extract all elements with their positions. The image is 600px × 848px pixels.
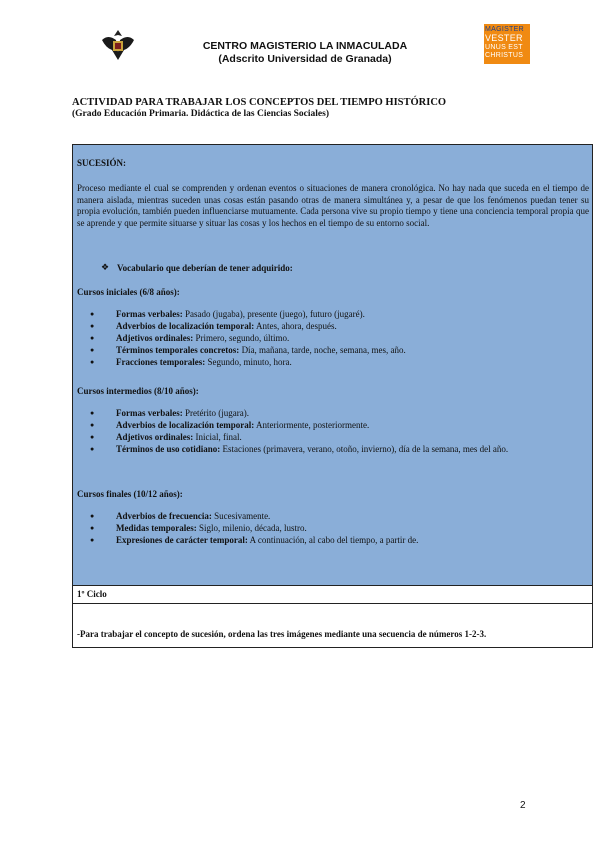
item-text: A continuación, al cabo del tiempo, a partir de. <box>247 535 419 545</box>
item-term: Adjetivos ordinales: <box>116 432 194 442</box>
item-term: Fracciones temporales: <box>116 357 206 367</box>
logo-line: MAGISTER <box>485 26 524 33</box>
item-term: Términos temporales concretos: <box>116 345 240 355</box>
list-item <box>90 523 586 535</box>
item-term: Adjetivos ordinales: <box>116 333 194 343</box>
item-text: Primero, segundo, último. <box>193 333 290 343</box>
item-term: Adverbios de localización temporal: <box>116 321 255 331</box>
bullet-icon: ● <box>90 536 95 544</box>
item-text: Día, mañana, tarde, noche, semana, mes, año. <box>239 345 406 355</box>
item-text: Estaciones (primavera, verano, otoño, invierno), día de la semana, mes del año. <box>220 444 509 454</box>
vocab-heading: Vocabulario que deberían de tener adquirido: <box>117 263 293 273</box>
bullet-icon: ● <box>90 445 95 453</box>
university-crest-logo <box>96 26 140 64</box>
definition-paragraph: Proceso mediante el cual se comprenden y ordenan eventos o situaciones de manera cronológica. No hay nada que suceda en el tiempo de manera aislada, mientras suceden unas cosas están pasando otras de manera simultánea y, a pesar de que los fenómenos puedan tener su propia evolución, también pueden influenciarse mutuamente. Cada persona vive su propio tiempo y tiene una conciencia temporal propia que se aprende y que permite situarse y situar las cosas y los hechos en el tiempo de su entorno social. <box>77 183 589 228</box>
list-item <box>90 309 586 321</box>
task-instruction: -Para trabajar el concepto de sucesión, ordena las tres imágenes mediante una secuencia de números 1-2-3. <box>77 629 487 639</box>
list-item <box>90 408 586 420</box>
section-heading: SUCESIÓN: <box>77 158 127 168</box>
document-subtitle: (Grado Educación Primaria. Didáctica de las Ciencias Sociales) <box>72 109 330 119</box>
logo-line: UNUS EST <box>485 44 523 51</box>
bullet-icon: ● <box>90 322 95 330</box>
header-title: CENTRO MAGISTERIO LA INMACULADA <box>202 40 408 52</box>
logo-line: VESTER <box>485 33 523 43</box>
cycle-label: 1º Ciclo <box>73 586 592 604</box>
diamond-bullet-icon: ❖ <box>101 262 110 272</box>
item-term: Formas verbales: <box>116 309 183 319</box>
item-text: Inicial, final. <box>193 432 242 442</box>
definition-cell <box>73 145 592 586</box>
item-term: Formas verbales: <box>116 408 183 418</box>
list-item <box>90 444 586 456</box>
bullet-icon: ● <box>90 433 95 441</box>
item-text: Pasado (jugaba), presente (juego), futuro (jugaré). <box>182 309 365 319</box>
magister-logo <box>484 24 530 64</box>
level-title: Cursos iniciales (6/8 años): <box>77 287 180 297</box>
item-term: Expresiones de carácter temporal: <box>116 535 248 545</box>
bullet-icon: ● <box>90 334 95 342</box>
page-number: 2 <box>520 800 526 811</box>
list-item <box>90 535 586 547</box>
list-item <box>90 357 586 369</box>
header-subtitle: (Adscrito Universidad de Granada) <box>218 53 392 65</box>
list-item <box>90 511 586 523</box>
activity-table <box>72 144 593 648</box>
item-text: Antes, ahora, después. <box>254 321 337 331</box>
document-title: ACTIVIDAD PARA TRABAJAR LOS CONCEPTOS DEL TIEMPO HISTÓRICO <box>72 97 447 108</box>
list-item <box>90 420 586 432</box>
list-item <box>90 321 586 333</box>
bullet-icon: ● <box>90 524 95 532</box>
bullet-icon: ● <box>90 409 95 417</box>
item-term: Medidas temporales: <box>116 523 197 533</box>
logo-line: CHRISTUS <box>485 52 524 59</box>
item-text: Pretérito (jugara). <box>182 408 249 418</box>
item-term: Adverbios de localización temporal: <box>116 420 255 430</box>
bullet-icon: ● <box>90 421 95 429</box>
item-text: Sucesivamente. <box>211 511 271 521</box>
bullet-icon: ● <box>90 512 95 520</box>
list-item <box>90 345 586 357</box>
level-title: Cursos intermedios (8/10 años): <box>77 386 199 396</box>
item-text: Segundo, minuto, hora. <box>205 357 292 367</box>
list-item <box>90 432 586 444</box>
level-title: Cursos finales (10/12 años): <box>77 489 183 499</box>
bullet-icon: ● <box>90 346 95 354</box>
bullet-icon: ● <box>90 358 95 366</box>
bullet-icon: ● <box>90 310 95 318</box>
item-term: Términos de uso cotidiano: <box>116 444 221 454</box>
item-term: Adverbios de frecuencia: <box>116 511 212 521</box>
item-text: Siglo, milenio, década, lustro. <box>196 523 307 533</box>
list-item <box>90 333 586 345</box>
item-text: Anteriormente, posteriormente. <box>254 420 370 430</box>
